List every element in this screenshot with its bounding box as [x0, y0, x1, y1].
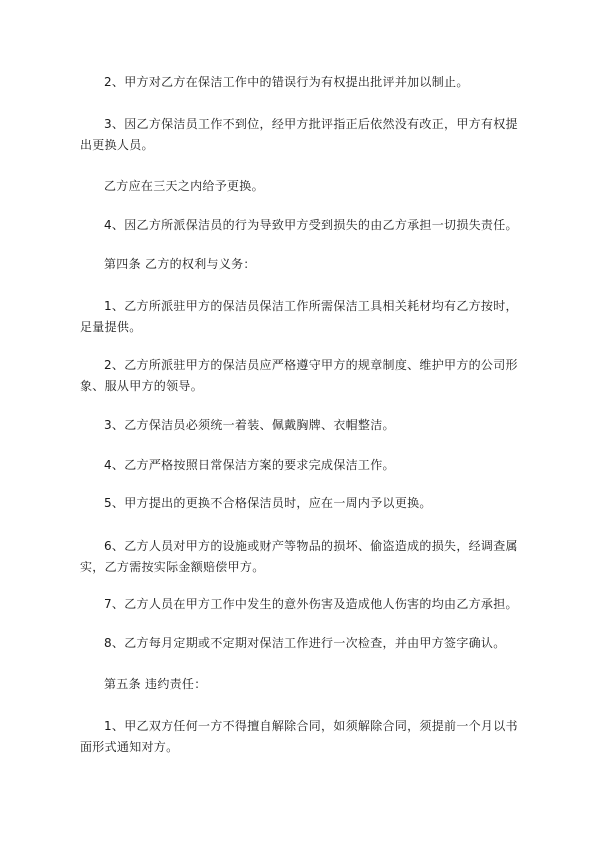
paragraph-clause-3-4: 4、因乙方所派保洁员的行为导致甲方受到损失的由乙方承担一切损失责任。 [104, 218, 518, 232]
section-heading-article-5: 第五条 违约责任： [104, 677, 207, 691]
paragraph-clause-4-8: 8、乙方每月定期或不定期对保洁工作进行一次检查，并由甲方签字确认。 [104, 636, 506, 650]
paragraph-clause-4-1: 1、乙方所派驻甲方的保洁员保洁工作所需保洁工具相关耗材均有乙方按时，足量提供。 [80, 299, 518, 334]
paragraph-clause-4-3: 3、乙方保洁员必须统一着装、佩戴胸牌、衣帽整洁。 [104, 418, 395, 432]
section-heading-article-4: 第四条 乙方的权利与义务： [104, 257, 256, 271]
paragraph-clause-4-6: 6、乙方人员对甲方的设施或财产等物品的损坏、偷盗造成的损失，经调查属实，乙方需按实际金额赔偿甲方。 [80, 539, 518, 574]
paragraph-replacement-deadline: 乙方应在三天之内给予更换。 [104, 179, 264, 193]
paragraph-clause-4-2: 2、乙方所派驻甲方的保洁员应严格遵守甲方的规章制度、维护甲方的公司形象、服从甲方的领导。 [80, 358, 518, 393]
paragraph-clause-4-4: 4、乙方严格按照日常保洁方案的要求完成保洁工作。 [104, 458, 395, 472]
paragraph-clause-3-2: 2、甲方对乙方在保洁工作中的错误行为有权提出批评并加以制止。 [104, 75, 469, 89]
paragraph-clause-3-3: 3、因乙方保洁员工作不到位，经甲方批评指正后依然没有改正，甲方有权提出更换人员。 [80, 117, 518, 152]
paragraph-clause-4-5: 5、甲方提出的更换不合格保洁员时，应在一周内予以更换。 [104, 496, 432, 510]
paragraph-clause-4-7: 7、乙方人员在甲方工作中发生的意外伤害及造成他人伤害的均由乙方承担。 [104, 597, 518, 611]
paragraph-clause-5-1: 1、甲乙双方任何一方不得擅自解除合同，如须解除合同，须提前一个月以书面形式通知对方。 [80, 719, 518, 754]
